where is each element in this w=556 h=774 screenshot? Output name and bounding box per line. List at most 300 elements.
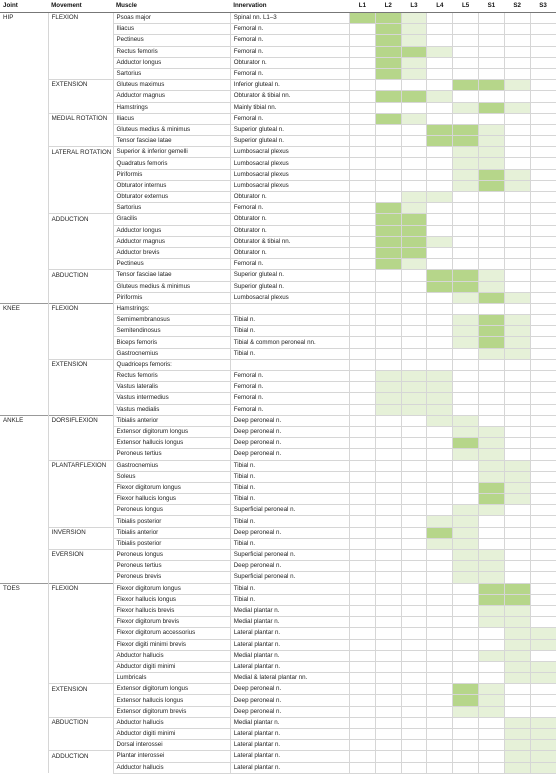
segment-cell-l4: [427, 326, 453, 337]
segment-cell-s2: [504, 281, 530, 292]
segment-cell-l2: [375, 13, 401, 24]
segment-cell-l4: [427, 247, 453, 258]
segment-cell-s3: [530, 214, 556, 225]
table-row: [0, 292, 556, 303]
segment-cell-l1: [350, 482, 376, 493]
segment-cell-s1: [479, 516, 505, 527]
table-row: [0, 740, 556, 751]
innervation-cell: Femoral n.: [230, 393, 349, 404]
segment-cell-l2: [375, 214, 401, 225]
movement-cell: [48, 382, 113, 393]
segment-cell-s2: [504, 583, 530, 594]
segment-cell-l5: [453, 113, 479, 124]
segment-cell-l5: [453, 214, 479, 225]
segment-cell-l4: [427, 393, 453, 404]
segment-cell-l2: [375, 650, 401, 661]
segment-cell-s1: [479, 684, 505, 695]
segment-cell-s3: [530, 136, 556, 147]
segment-cell-l4: [427, 180, 453, 191]
segment-cell-l2: [375, 180, 401, 191]
table-row: [0, 762, 556, 773]
segment-cell-s3: [530, 583, 556, 594]
innervation-cell: Deep peroneal n.: [230, 438, 349, 449]
innervation-cell: Inferior gluteal n.: [230, 80, 349, 91]
innervation-cell: Tibial n.: [230, 516, 349, 527]
segment-cell-l1: [350, 192, 376, 203]
segment-cell-l2: [375, 583, 401, 594]
muscle-cell: Piriformis: [113, 169, 230, 180]
segment-cell-l1: [350, 113, 376, 124]
muscle-cell: Flexor hallucis longus: [113, 494, 230, 505]
segment-cell-s2: [504, 13, 530, 24]
innervation-cell: Obturator & tibial nn.: [230, 236, 349, 247]
segment-cell-s1: [479, 371, 505, 382]
segment-cell-s1: [479, 158, 505, 169]
segment-cell-l1: [350, 292, 376, 303]
segment-cell-s3: [530, 415, 556, 426]
joint-cell: [0, 158, 48, 169]
table-row: [0, 594, 556, 605]
movement-cell: [48, 326, 113, 337]
segment-cell-l1: [350, 617, 376, 628]
segment-cell-l5: [453, 225, 479, 236]
segment-cell-s3: [530, 315, 556, 326]
joint-cell: [0, 225, 48, 236]
segment-cell-l4: [427, 80, 453, 91]
table-row: [0, 751, 556, 762]
muscle-cell: Rectus femoris: [113, 46, 230, 57]
table-row: [0, 270, 556, 281]
muscle-cell: Extensor digitorum longus: [113, 426, 230, 437]
segment-cell-s2: [504, 482, 530, 493]
segment-cell-l1: [350, 247, 376, 258]
segment-cell-s1: [479, 594, 505, 605]
segment-cell-s1: [479, 203, 505, 214]
muscle-cell: Adductor brevis: [113, 247, 230, 258]
segment-cell-l2: [375, 415, 401, 426]
segment-cell-l3: [401, 762, 427, 773]
segment-cell-l4: [427, 762, 453, 773]
joint-cell: [0, 605, 48, 616]
muscle-cell: Extensor hallucis longus: [113, 438, 230, 449]
segment-cell-l5: [453, 303, 479, 314]
segment-cell-l5: [453, 471, 479, 482]
segment-cell-s3: [530, 124, 556, 135]
segment-cell-l5: [453, 382, 479, 393]
muscle-cell: Tensor fasciae latae: [113, 270, 230, 281]
muscle-cell: Gastrocnemius: [113, 460, 230, 471]
segment-cell-l1: [350, 124, 376, 135]
segment-cell-s3: [530, 706, 556, 717]
segment-cell-l5: [453, 661, 479, 672]
table-row: [0, 393, 556, 404]
joint-cell: [0, 259, 48, 270]
movement-cell: [48, 449, 113, 460]
segment-cell-l3: [401, 460, 427, 471]
movement-cell: [48, 24, 113, 35]
segment-cell-s3: [530, 482, 556, 493]
muscle-cell: Superior & inferior gemelli: [113, 147, 230, 158]
segment-cell-l5: [453, 695, 479, 706]
movement-cell: [48, 438, 113, 449]
segment-cell-l2: [375, 46, 401, 57]
segment-cell-l2: [375, 729, 401, 740]
segment-cell-l4: [427, 225, 453, 236]
table-row: [0, 147, 556, 158]
segment-cell-l1: [350, 68, 376, 79]
joint-cell: [0, 393, 48, 404]
segment-cell-s2: [504, 236, 530, 247]
segment-cell-s3: [530, 550, 556, 561]
segment-cell-l2: [375, 594, 401, 605]
segment-cell-l5: [453, 337, 479, 348]
segment-cell-s2: [504, 740, 530, 751]
header-segment-s1: S1: [479, 0, 505, 13]
movement-cell: EXTENSION: [48, 80, 113, 91]
muscle-cell: Extensor digitorum longus: [113, 684, 230, 695]
table-row: [0, 650, 556, 661]
muscle-cell: Pectineus: [113, 259, 230, 270]
movement-cell: [48, 482, 113, 493]
segment-cell-s1: [479, 348, 505, 359]
segment-cell-s3: [530, 684, 556, 695]
movement-cell: DORSIFLEXION: [48, 415, 113, 426]
innervation-cell: Obturator n.: [230, 57, 349, 68]
innervation-cell: Superior gluteal n.: [230, 270, 349, 281]
segment-cell-l1: [350, 415, 376, 426]
table-row: [0, 460, 556, 471]
segment-cell-s1: [479, 706, 505, 717]
segment-cell-s1: [479, 740, 505, 751]
segment-cell-l1: [350, 650, 376, 661]
segment-cell-s1: [479, 270, 505, 281]
movement-cell: [48, 192, 113, 203]
segment-cell-l5: [453, 460, 479, 471]
segment-cell-l4: [427, 24, 453, 35]
segment-cell-s1: [479, 91, 505, 102]
segment-cell-l4: [427, 371, 453, 382]
segment-cell-l3: [401, 113, 427, 124]
muscle-cell: Plantar interossei: [113, 751, 230, 762]
segment-cell-l3: [401, 57, 427, 68]
innervation-cell: Lateral plantar n.: [230, 729, 349, 740]
movement-cell: [48, 91, 113, 102]
segment-cell-l3: [401, 214, 427, 225]
segment-cell-l4: [427, 259, 453, 270]
segment-cell-l1: [350, 136, 376, 147]
joint-cell: [0, 762, 48, 773]
joint-cell: [0, 326, 48, 337]
segment-cell-l3: [401, 102, 427, 113]
segment-cell-s1: [479, 337, 505, 348]
segment-cell-s2: [504, 270, 530, 281]
joint-cell: [0, 348, 48, 359]
innervation-cell: Lateral plantar n.: [230, 661, 349, 672]
segment-cell-s1: [479, 80, 505, 91]
segment-cell-l1: [350, 695, 376, 706]
segment-cell-l2: [375, 673, 401, 684]
segment-cell-l2: [375, 494, 401, 505]
movement-cell: [48, 203, 113, 214]
joint-cell: [0, 113, 48, 124]
joint-cell: [0, 426, 48, 437]
segment-cell-l4: [427, 113, 453, 124]
segment-cell-l2: [375, 550, 401, 561]
segment-cell-l1: [350, 516, 376, 527]
segment-cell-s2: [504, 516, 530, 527]
muscle-cell: Peroneus longus: [113, 505, 230, 516]
muscle-cell: Adductor magnus: [113, 91, 230, 102]
muscle-cell: Flexor digitorum longus: [113, 583, 230, 594]
table-row: [0, 482, 556, 493]
segment-cell-l2: [375, 639, 401, 650]
segment-cell-l5: [453, 706, 479, 717]
segment-cell-s1: [479, 494, 505, 505]
innervation-cell: Tibial n.: [230, 594, 349, 605]
segment-cell-s3: [530, 225, 556, 236]
joint-cell: [0, 382, 48, 393]
movement-cell: FLEXION: [48, 13, 113, 24]
segment-cell-s1: [479, 572, 505, 583]
segment-cell-l2: [375, 382, 401, 393]
segment-cell-s3: [530, 561, 556, 572]
segment-cell-l4: [427, 572, 453, 583]
segment-cell-l5: [453, 605, 479, 616]
table-row: [0, 315, 556, 326]
segment-cell-s1: [479, 460, 505, 471]
segment-cell-s3: [530, 438, 556, 449]
segment-cell-l4: [427, 382, 453, 393]
segment-cell-l4: [427, 46, 453, 57]
table-body: [0, 13, 556, 774]
muscle-cell: Hamstrings:: [113, 303, 230, 314]
segment-cell-s1: [479, 35, 505, 46]
innervation-cell: Femoral n.: [230, 68, 349, 79]
table-row: [0, 527, 556, 538]
movement-cell: [48, 494, 113, 505]
segment-cell-l5: [453, 729, 479, 740]
segment-cell-l2: [375, 717, 401, 728]
segment-cell-s2: [504, 180, 530, 191]
segment-cell-l3: [401, 35, 427, 46]
innervation-cell: Tibial n.: [230, 471, 349, 482]
segment-cell-l4: [427, 158, 453, 169]
muscle-cell: Iliacus: [113, 24, 230, 35]
innervation-cell: Lumbosacral plexus: [230, 180, 349, 191]
segment-cell-s1: [479, 315, 505, 326]
segment-cell-s2: [504, 147, 530, 158]
segment-cell-s1: [479, 751, 505, 762]
muscle-cell: Adductor hallucis: [113, 762, 230, 773]
segment-cell-l5: [453, 68, 479, 79]
innervation-cell: Deep peroneal n.: [230, 426, 349, 437]
segment-cell-l1: [350, 449, 376, 460]
segment-cell-s2: [504, 46, 530, 57]
segment-cell-l5: [453, 505, 479, 516]
muscle-cell: Tensor fasciae latae: [113, 136, 230, 147]
segment-cell-l2: [375, 695, 401, 706]
segment-cell-s1: [479, 57, 505, 68]
joint-cell: [0, 516, 48, 527]
segment-cell-s3: [530, 661, 556, 672]
joint-cell: [0, 91, 48, 102]
segment-cell-l5: [453, 740, 479, 751]
segment-cell-l4: [427, 102, 453, 113]
joint-cell: [0, 203, 48, 214]
segment-cell-l5: [453, 572, 479, 583]
segment-cell-l1: [350, 259, 376, 270]
innervation-cell: Superficial peroneal n.: [230, 550, 349, 561]
segment-cell-s1: [479, 628, 505, 639]
segment-cell-s2: [504, 527, 530, 538]
segment-cell-l4: [427, 136, 453, 147]
segment-cell-l5: [453, 80, 479, 91]
innervation-cell: Superior gluteal n.: [230, 281, 349, 292]
segment-cell-s1: [479, 247, 505, 258]
segment-cell-s3: [530, 91, 556, 102]
segment-cell-l3: [401, 740, 427, 751]
innervation-cell: Femoral n.: [230, 113, 349, 124]
segment-cell-s3: [530, 337, 556, 348]
segment-cell-l1: [350, 13, 376, 24]
segment-cell-l3: [401, 46, 427, 57]
joint-cell: [0, 706, 48, 717]
movement-cell: [48, 471, 113, 482]
segment-cell-s2: [504, 751, 530, 762]
segment-cell-s3: [530, 35, 556, 46]
segment-cell-l3: [401, 505, 427, 516]
muscle-cell: Vastus lateralis: [113, 382, 230, 393]
segment-cell-l4: [427, 594, 453, 605]
segment-cell-l2: [375, 505, 401, 516]
segment-cell-l4: [427, 57, 453, 68]
segment-cell-l5: [453, 449, 479, 460]
joint-cell: [0, 538, 48, 549]
innervation-cell: Femoral n.: [230, 46, 349, 57]
movement-cell: [48, 561, 113, 572]
muscle-cell: Flexor digitorum brevis: [113, 617, 230, 628]
table-row: [0, 13, 556, 24]
segment-cell-s2: [504, 684, 530, 695]
innervation-cell: Obturator n.: [230, 192, 349, 203]
segment-cell-l1: [350, 359, 376, 370]
segment-cell-l1: [350, 426, 376, 437]
joint-cell: [0, 550, 48, 561]
segment-cell-l5: [453, 46, 479, 57]
segment-cell-l4: [427, 426, 453, 437]
table-row: [0, 538, 556, 549]
segment-cell-s2: [504, 259, 530, 270]
segment-cell-l2: [375, 259, 401, 270]
movement-cell: [48, 605, 113, 616]
segment-cell-l4: [427, 684, 453, 695]
innervation-cell: Lateral plantar n.: [230, 740, 349, 751]
segment-cell-l3: [401, 684, 427, 695]
segment-cell-l2: [375, 24, 401, 35]
muscle-cell: Adductor longus: [113, 57, 230, 68]
segment-cell-l4: [427, 415, 453, 426]
movement-cell: EVERSION: [48, 550, 113, 561]
segment-cell-s2: [504, 404, 530, 415]
joint-cell: [0, 751, 48, 762]
header-segment-l4: L4: [427, 0, 453, 13]
segment-cell-s1: [479, 471, 505, 482]
header-segment-s2: S2: [504, 0, 530, 13]
segment-cell-s2: [504, 494, 530, 505]
segment-cell-s1: [479, 650, 505, 661]
segment-cell-l3: [401, 673, 427, 684]
movement-cell: [48, 158, 113, 169]
movement-cell: FLEXION: [48, 583, 113, 594]
segment-cell-l1: [350, 673, 376, 684]
segment-cell-l5: [453, 192, 479, 203]
segment-cell-l5: [453, 561, 479, 572]
segment-cell-l3: [401, 650, 427, 661]
segment-cell-l3: [401, 348, 427, 359]
joint-cell: [0, 460, 48, 471]
segment-cell-l3: [401, 337, 427, 348]
innervation-cell: Femoral n.: [230, 382, 349, 393]
muscle-cell: Hamstrings: [113, 102, 230, 113]
innervation-cell: [230, 303, 349, 314]
segment-cell-s1: [479, 24, 505, 35]
header-joint: Joint: [0, 0, 48, 13]
segment-cell-l1: [350, 706, 376, 717]
segment-cell-s2: [504, 695, 530, 706]
segment-cell-l5: [453, 538, 479, 549]
movement-cell: [48, 259, 113, 270]
muscle-cell: Abductor hallucis: [113, 650, 230, 661]
movement-cell: INVERSION: [48, 527, 113, 538]
segment-cell-s1: [479, 169, 505, 180]
header-segment-l2: L2: [375, 0, 401, 13]
segment-cell-s2: [504, 449, 530, 460]
segment-cell-l4: [427, 169, 453, 180]
table-row: [0, 583, 556, 594]
segment-cell-l1: [350, 550, 376, 561]
movement-cell: [48, 572, 113, 583]
movement-cell: [48, 740, 113, 751]
segment-cell-l3: [401, 527, 427, 538]
segment-cell-s3: [530, 270, 556, 281]
muscle-cell: Extensor hallucis longus: [113, 695, 230, 706]
segment-cell-l3: [401, 482, 427, 493]
segment-cell-s1: [479, 136, 505, 147]
muscle-cell: Piriformis: [113, 292, 230, 303]
segment-cell-l2: [375, 482, 401, 493]
segment-cell-l1: [350, 236, 376, 247]
segment-cell-l5: [453, 404, 479, 415]
segment-cell-s3: [530, 382, 556, 393]
movement-cell: [48, 695, 113, 706]
segment-cell-s2: [504, 639, 530, 650]
segment-cell-l1: [350, 348, 376, 359]
segment-cell-l5: [453, 147, 479, 158]
segment-cell-l3: [401, 572, 427, 583]
segment-cell-l1: [350, 337, 376, 348]
segment-cell-s2: [504, 136, 530, 147]
table-row: [0, 203, 556, 214]
segment-cell-l5: [453, 35, 479, 46]
segment-cell-l1: [350, 583, 376, 594]
table-row: [0, 516, 556, 527]
segment-cell-s2: [504, 326, 530, 337]
movement-cell: [48, 594, 113, 605]
segment-cell-l5: [453, 717, 479, 728]
segment-cell-l4: [427, 203, 453, 214]
segment-cell-l4: [427, 605, 453, 616]
innervation-cell: Obturator & tibial nn.: [230, 91, 349, 102]
